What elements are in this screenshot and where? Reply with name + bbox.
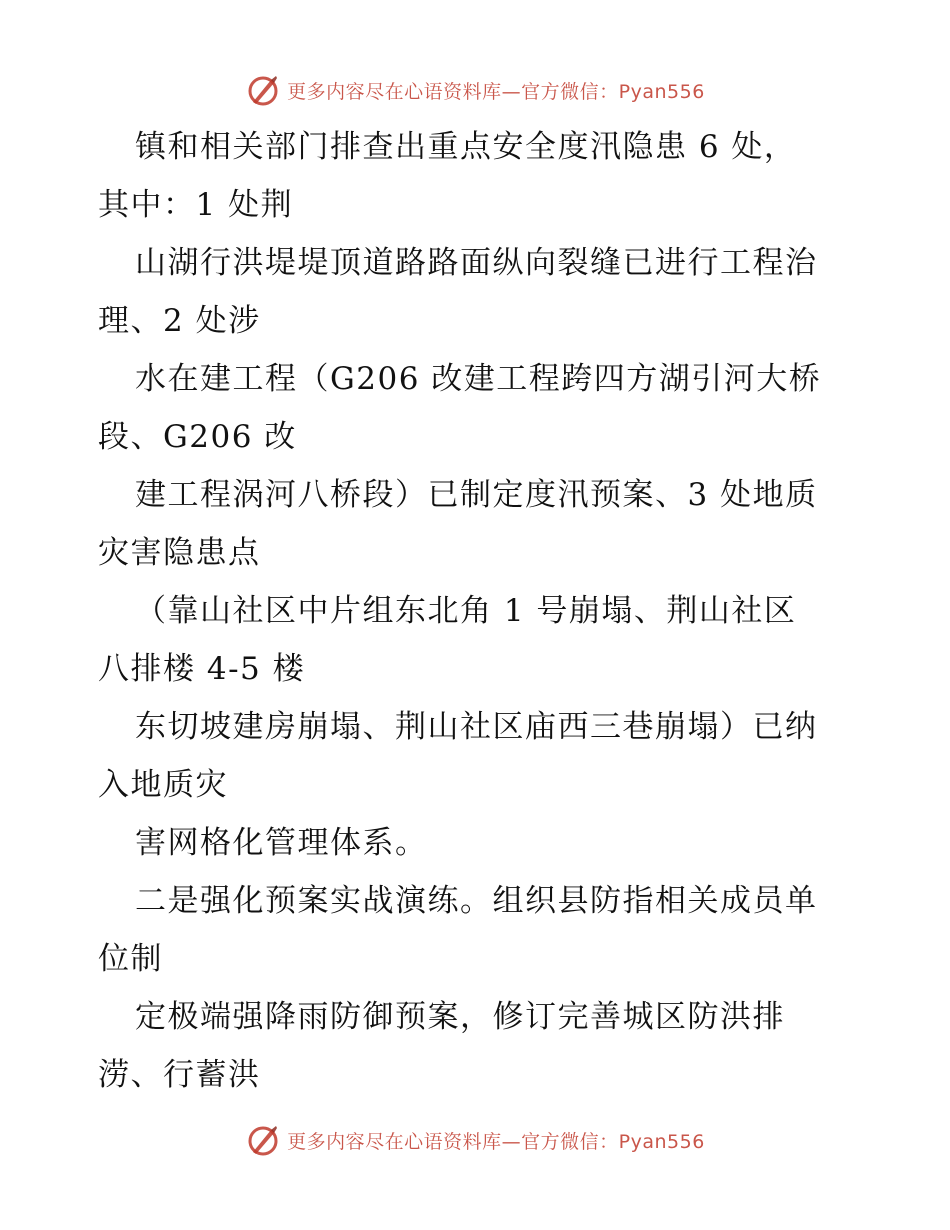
footer-watermark-banner: [0, 1120, 950, 1160]
text-line-10: 八排楼 4-5 楼: [98, 651, 306, 687]
text-line-16: 定极端强降雨防御预案，修订完善城区防洪排: [135, 999, 785, 1035]
text-line-17: 涝、行蓄洪: [98, 1057, 261, 1093]
text-line-1: 镇和相关部门排查出重点安全度汛隐患 6 处，: [135, 129, 797, 165]
text-line-12: 入地质灾: [98, 767, 228, 803]
text-line-5: 水在建工程（G206 改建工程跨四方湖引河大桥: [135, 361, 822, 397]
text-line-15: 位制: [98, 941, 163, 977]
text-line-6: 段、G206 改: [98, 419, 297, 455]
text-line-13: 害网格化管理体系。: [135, 825, 428, 861]
text-line-8: 灾害隐患点: [98, 535, 261, 571]
text-line-11: 东切坡建房崩塌、荆山社区庙西三巷崩塌）已纳: [135, 709, 818, 745]
document-body: [98, 118, 878, 1104]
text-line-2: 其中：1 处荆: [98, 187, 294, 223]
text-line-4: 理、2 处涉: [98, 303, 261, 339]
text-line-7: 建工程涡河八桥段）已制定度汛预案、3 处地质: [135, 477, 818, 513]
quill-pen-logo-icon: [245, 1122, 281, 1158]
text-line-9: （靠山社区中片组东北角 1 号崩塌、荆山社区: [135, 593, 797, 629]
quill-pen-logo-icon: [245, 72, 281, 108]
header-watermark-banner: [0, 70, 950, 110]
text-line-3: 山湖行洪堤堤顶道路路面纵向裂缝已进行工程治: [135, 245, 818, 281]
header-watermark-text: 更多内容尽在心语资料库—官方微信：Pyan556: [287, 80, 705, 103]
footer-watermark-text: 更多内容尽在心语资料库—官方微信：Pyan556: [287, 1130, 705, 1153]
text-line-14: 二是强化预案实战演练。组织县防指相关成员单: [135, 883, 818, 919]
